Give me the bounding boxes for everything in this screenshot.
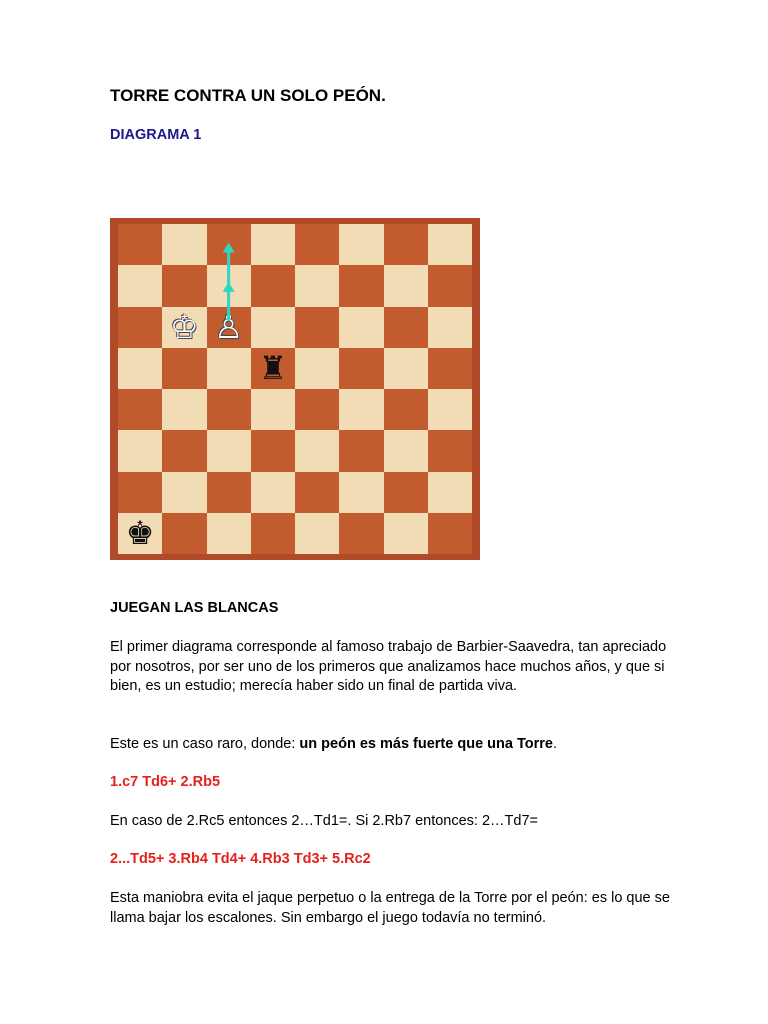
square-b1 xyxy=(162,513,206,554)
white-pawn-icon: ♙ xyxy=(214,308,243,347)
square-b6 xyxy=(162,307,206,348)
square-d3 xyxy=(251,430,295,471)
square-e8 xyxy=(295,224,339,265)
key-idea-bold: un peón es más fuerte que una Torre xyxy=(299,736,553,752)
square-d2 xyxy=(251,472,295,513)
square-f8 xyxy=(339,224,383,265)
square-e6 xyxy=(295,307,339,348)
main-line-move-1: 1.c7 Td6+ 2.Rb5 xyxy=(110,774,221,790)
square-h5 xyxy=(428,348,472,389)
square-d7 xyxy=(251,265,295,306)
square-c1 xyxy=(207,513,251,554)
square-h3 xyxy=(428,430,472,471)
square-g7 xyxy=(384,265,428,306)
square-g2 xyxy=(384,472,428,513)
square-c3 xyxy=(207,430,251,471)
square-h1 xyxy=(428,513,472,554)
square-e7 xyxy=(295,265,339,306)
square-d8 xyxy=(251,224,295,265)
document-title: TORRE CONTRA UN SOLO PEÓN. xyxy=(110,86,386,105)
square-e1 xyxy=(295,513,339,554)
square-a6 xyxy=(118,307,162,348)
square-b7 xyxy=(162,265,206,306)
square-a7 xyxy=(118,265,162,306)
square-d1 xyxy=(251,513,295,554)
black-king-icon: ♚ xyxy=(125,514,155,553)
square-b5 xyxy=(162,348,206,389)
square-h4 xyxy=(428,389,472,430)
square-h6 xyxy=(428,307,472,348)
conclusion-paragraph: Esta maniobra evita el jaque perpetuo o la entrega de la Torre por el peón: es lo que se llama bajar los escalones. Sin embargo el juego todavía no terminó. xyxy=(110,890,670,926)
square-b2 xyxy=(162,472,206,513)
white-king-icon: ♔ xyxy=(170,308,199,347)
square-d6 xyxy=(251,307,295,348)
square-a2 xyxy=(118,472,162,513)
square-g3 xyxy=(384,430,428,471)
square-e3 xyxy=(295,430,339,471)
chess-diagram xyxy=(110,218,482,560)
square-f2 xyxy=(339,472,383,513)
square-d5 xyxy=(251,348,295,389)
key-idea-suffix: . xyxy=(552,736,557,752)
square-g5 xyxy=(384,348,428,389)
square-g4 xyxy=(384,389,428,430)
square-c5 xyxy=(207,348,251,389)
square-f4 xyxy=(339,389,383,430)
square-e4 xyxy=(295,389,339,430)
square-a3 xyxy=(118,430,162,471)
key-idea-prefix: Este es un caso raro, donde: xyxy=(110,736,300,752)
square-c8 xyxy=(207,224,251,265)
side-to-move-heading: JUEGAN LAS BLANCAS xyxy=(110,600,279,616)
square-a4 xyxy=(118,389,162,430)
chess-board xyxy=(118,224,472,554)
square-e5 xyxy=(295,348,339,389)
square-c7 xyxy=(207,265,251,306)
black-rook-icon: ♜ xyxy=(258,349,288,388)
square-c2 xyxy=(207,472,251,513)
square-a5 xyxy=(118,348,162,389)
square-f7 xyxy=(339,265,383,306)
square-a8 xyxy=(118,224,162,265)
square-c6 xyxy=(207,307,251,348)
square-h2 xyxy=(428,472,472,513)
square-h7 xyxy=(428,265,472,306)
square-g8 xyxy=(384,224,428,265)
square-f3 xyxy=(339,430,383,471)
square-g1 xyxy=(384,513,428,554)
diagram-label: DIAGRAMA 1 xyxy=(110,127,202,143)
square-c4 xyxy=(207,389,251,430)
square-b4 xyxy=(162,389,206,430)
variation-paragraph: En caso de 2.Rc5 entonces 2…Td1=. Si 2.Rb7 entonces: 2…Td7= xyxy=(110,813,539,829)
intro-paragraph: El primer diagrama corresponde al famoso trabajo de Barbier-Saavedra, tan apreciado por nosotros, por ser uno de los primeros que analizamos hace muchos años, y que si bien, es un estudio; merecía haber sido un final de partida viva. xyxy=(110,639,667,694)
key-idea-paragraph xyxy=(110,735,670,755)
square-b3 xyxy=(162,430,206,471)
square-d4 xyxy=(251,389,295,430)
square-h8 xyxy=(428,224,472,265)
main-line-move-2: 2...Td5+ 3.Rb4 Td4+ 4.Rb3 Td3+ 5.Rc2 xyxy=(110,851,371,867)
square-g6 xyxy=(384,307,428,348)
square-e2 xyxy=(295,472,339,513)
square-f1 xyxy=(339,513,383,554)
square-b8 xyxy=(162,224,206,265)
square-f6 xyxy=(339,307,383,348)
square-a1 xyxy=(118,513,162,554)
square-f5 xyxy=(339,348,383,389)
